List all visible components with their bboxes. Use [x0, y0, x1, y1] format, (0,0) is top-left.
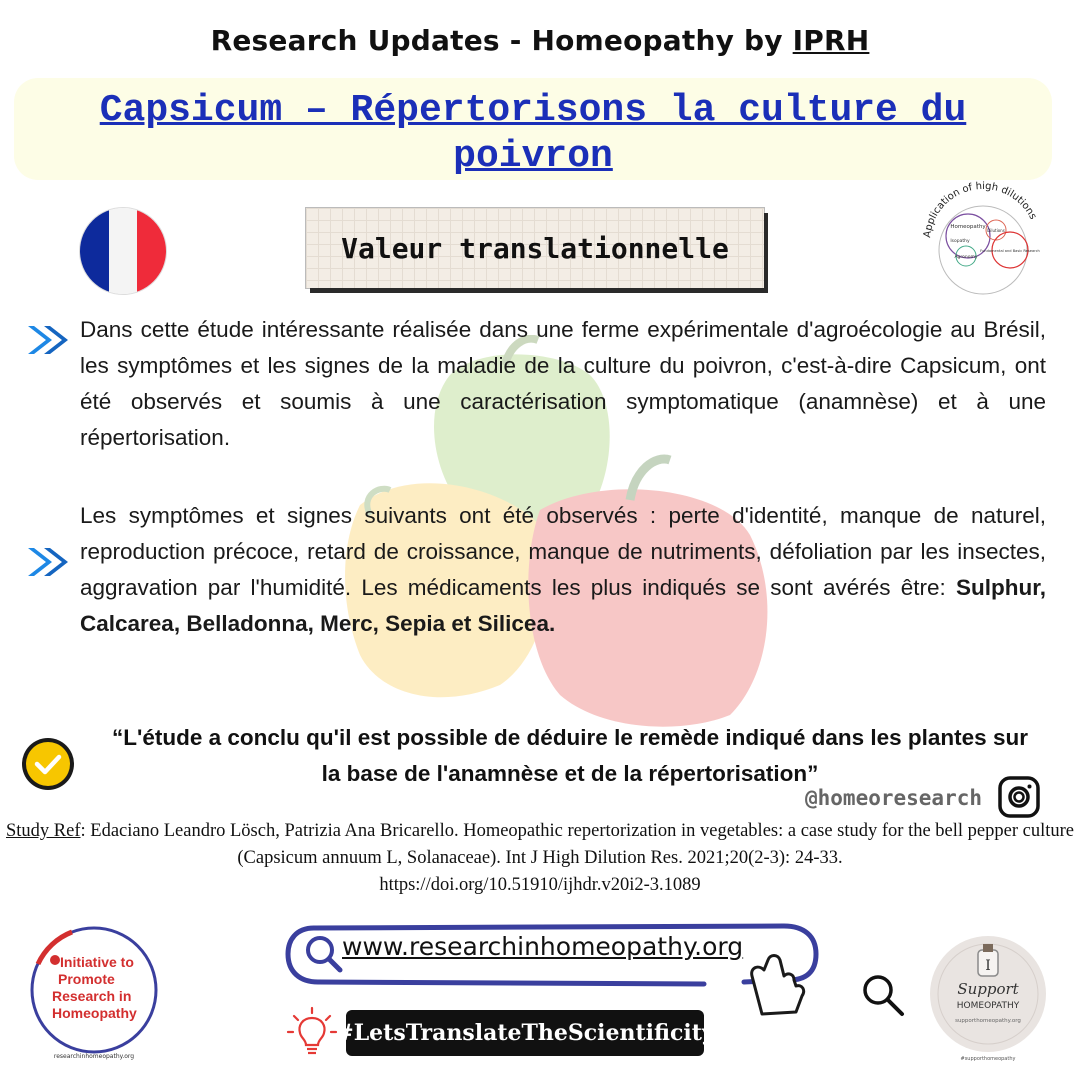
study-reference — [6, 818, 1074, 899]
instagram-handle[interactable]: @homeoresearch — [805, 786, 983, 810]
iprh-logo-line4: Homeopathy — [52, 1005, 137, 1021]
iprh-logo-line1: Initiative to — [60, 954, 134, 970]
iprh-logo-line2: Promote — [58, 971, 115, 987]
support-logo-site: supporthomeopathy.org — [955, 1018, 1021, 1024]
reference-doi[interactable]: https://doi.org/10.51910/ijhdr.v20i2-3.1089 — [379, 875, 701, 895]
support-logo-line2: HOMEOPATHY — [956, 1001, 1020, 1011]
remedies-list: Sulphur, Calcarea, Belladonna, Merc, Sepia et Silicea. — [80, 575, 1046, 636]
support-logo-line1: Support — [957, 980, 1019, 998]
instagram-icon[interactable] — [998, 776, 1040, 818]
header — [0, 24, 1080, 57]
search-icon — [858, 970, 908, 1020]
header-brand: IPRH — [792, 24, 870, 57]
france-flag-icon — [80, 208, 166, 294]
badge-label: Valeur translationnelle — [341, 231, 729, 265]
iprh-logo-line3: Research in — [52, 988, 132, 1004]
symptoms-paragraph — [80, 498, 1046, 642]
checkmark-icon — [20, 736, 76, 792]
lightbulb-icon — [284, 1004, 340, 1060]
logo-arc-text: Application of high dilutions — [922, 180, 1039, 239]
logo-bubble-4: Agronomy — [954, 255, 978, 260]
page-title[interactable]: Capsicum – Répertorisons la culture du poivron — [99, 89, 967, 178]
study-summary-paragraph: Dans cette étude intéressante réalisée dans une ferme expérimentale d'agroécologie au Brésil, les symptômes et les signes de la maladie de la culture du poivron, c'est-à-dire Capsicum, ont été observés et soumis à une caractérisation symptomatique (anamnèse) et à une répertorisation. — [80, 317, 1046, 450]
website-link[interactable]: www.researchinhomeopathy.org — [342, 932, 744, 961]
double-chevron-icon — [24, 544, 72, 580]
double-chevron-icon — [24, 322, 72, 358]
header-prefix: Research Updates - Homeopathy by — [210, 24, 793, 57]
logo-bubble-5: Fundamental and Basic Research — [980, 249, 1040, 253]
iprh-logo-site: researchinhomeopathy.org — [53, 1053, 135, 1060]
hashtag-badge: #LetsTranslateTheScientificity — [346, 1010, 704, 1056]
support-homeopathy-logo — [922, 932, 1054, 1064]
iprh-logo — [22, 924, 166, 1062]
translational-value-badge — [306, 208, 764, 288]
reference-label: Study Ref — [6, 821, 81, 841]
support-logo-tag: #supporthomeopathy — [960, 1056, 1016, 1062]
conclusion-quote: “L'étude a conclu qu'il est possible de déduire le remède indiqué dans les plantes sur la base de l'anamnèse et de la répertorisation” — [112, 725, 1028, 786]
svg-text:I: I — [985, 958, 991, 974]
logo-bubble-2: Dilutions — [987, 228, 1005, 233]
symptoms-text: Les symptômes et signes suivants ont été observés : perte d'identité, manque de naturel, reproduction précoce, retard de croissance, manque de nutriments, défoliation par les insectes, aggravation par l'humidité. Les médicaments les plus indiqués se sont avérés être: — [80, 503, 1046, 600]
reference-text: : Edaciano Leandro Lösch, Patrizia Ana Bricarello. Homeopathic repertorization in vegetables: a case study for the bell pepper culture (Capsicum annuum L, Solanaceae). Int J High Dilution Res. 2021;20(2-3): 24-33. — [80, 821, 1074, 868]
logo-bubble-3: Isopathy — [950, 239, 970, 244]
logo-bubble-1: Homeopathy — [950, 224, 986, 230]
high-dilutions-logo — [918, 172, 1048, 296]
